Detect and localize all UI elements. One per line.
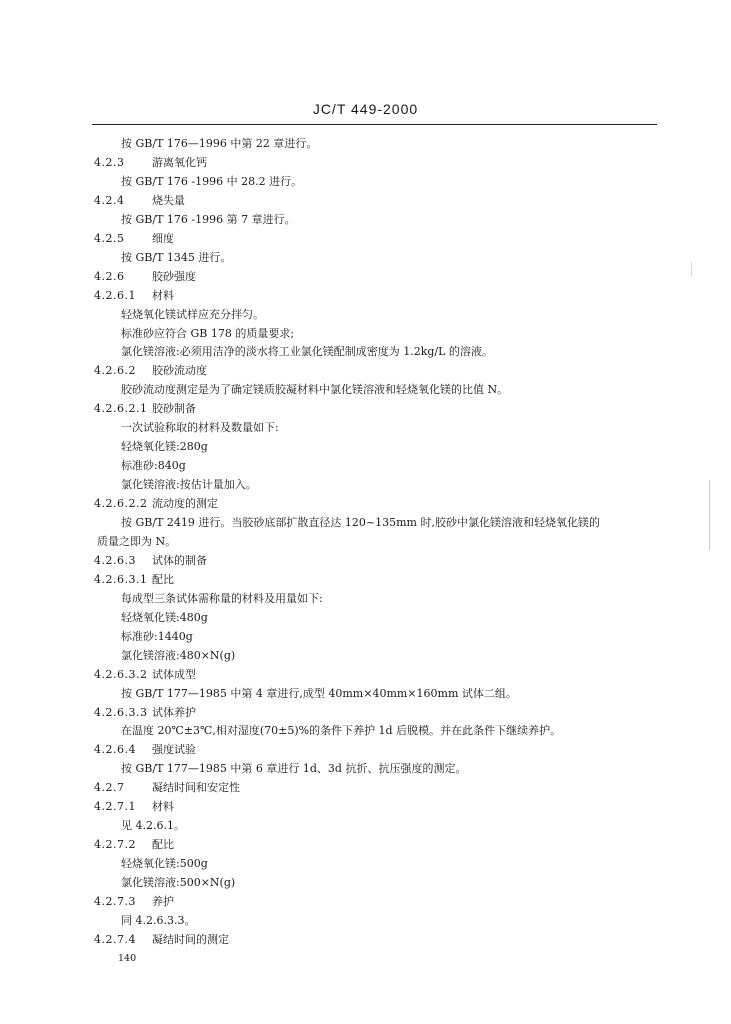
paragraph-line: 氯化镁溶液:必须用洁净的淡水将工业氯化镁配制成密度为 1.2kg/L 的溶液。: [121, 345, 493, 359]
section-number: 4.2.6: [94, 269, 125, 283]
section-number: 4.2.7.2: [94, 838, 136, 852]
section-heading: [94, 838, 174, 852]
section-number: 4.2.3: [94, 155, 125, 169]
section-title: 配比: [152, 838, 174, 852]
section-heading: [94, 402, 196, 416]
paragraph-line: 按 GB/T 176 -1996 第 7 章进行。: [121, 212, 296, 226]
section-heading: [94, 194, 185, 208]
section-heading: [94, 156, 207, 170]
section-number: 4.2.7.3: [94, 895, 136, 908]
section-number: 4.2.4: [94, 193, 125, 207]
paragraph-line: 标准砂:1440g: [121, 629, 193, 643]
section-heading: [94, 781, 240, 795]
section-number: 4.2.7.4: [94, 932, 136, 946]
page-number: 140: [118, 953, 137, 964]
section-number: 4.2.6.2.1: [94, 402, 148, 416]
section-heading: [94, 933, 229, 947]
paragraph-line: 按 GB/T 177—1985 中第 4 章进行,成型 40mm×40mm×160mm 试体二组。: [121, 686, 517, 700]
section-title: 材料: [152, 800, 174, 814]
section-heading: [94, 895, 174, 909]
paragraph-line: 按 GB/T 1345 进行。: [121, 250, 232, 264]
paragraph-line: 按 GB/T 2419 进行。当胶砂底部扩散直径达 120~135mm 时,胶砂中氯化镁溶液和轻烧氧化镁的: [121, 516, 600, 529]
section-title: 游离氧化钙: [152, 155, 207, 169]
section-number: 4.2.6.2: [94, 364, 136, 378]
paragraph-line: 氯化镁溶液:500×N(g): [121, 876, 236, 889]
section-number: 4.2.6.3.1: [94, 572, 148, 586]
section-heading: [94, 573, 174, 587]
paragraph-line: 质量之即为 N。: [97, 535, 177, 548]
section-number: 4.2.6.3.2: [94, 667, 148, 681]
section-heading: [94, 706, 196, 720]
section-title: 材料: [152, 288, 174, 302]
paragraph-line: 按 GB/T 177—1985 中第 6 章进行 1d、3d 抗折、抗压强度的测定。: [121, 762, 467, 776]
section-title: 胶砂制备: [152, 402, 196, 416]
paragraph-line: 标准砂:840g: [121, 459, 186, 473]
scan-artifact: [709, 480, 710, 550]
section-title: 凝结时间的测定: [152, 932, 229, 946]
section-heading: [94, 668, 196, 682]
section-title: 试体成型: [152, 667, 196, 681]
section-title: 胶砂强度: [152, 269, 196, 283]
section-number: 4.2.6.3: [94, 553, 136, 567]
section-heading: [94, 289, 174, 303]
section-heading: [94, 800, 174, 814]
standard-code-header: JC/T 449-2000: [312, 101, 419, 117]
section-heading: [94, 554, 207, 568]
section-heading: [94, 497, 218, 511]
section-heading: [94, 232, 174, 246]
paragraph-line: 轻烧氧化镁:500g: [121, 857, 208, 871]
paragraph-line: 见 4.2.6.1。: [121, 819, 185, 833]
section-title: 胶砂流动度: [152, 364, 207, 378]
paragraph-line: 同 4.2.6.3.3。: [121, 913, 196, 927]
paragraph-line: 在温度 20℃±3℃,相对湿度(70±5)%的条件下养护 1d 后脱模。并在此条件下继续养护。: [121, 724, 562, 738]
paragraph-line: 轻烧氧化镁:480g: [121, 610, 208, 624]
section-number: 4.2.6.4: [94, 743, 136, 757]
section-number: 4.2.6.1: [94, 288, 136, 302]
section-number: 4.2.6.3.3: [94, 705, 148, 719]
section-number: 4.2.5: [94, 231, 125, 245]
section-title: 烧失量: [152, 193, 185, 207]
section-title: 流动度的测定: [152, 497, 218, 511]
paragraph-line: 按 GB/T 176 -1996 中 28.2 进行。: [121, 174, 303, 188]
paragraph-line: 氯化镁溶液:按估计量加入。: [121, 478, 257, 492]
paragraph-line: 标准砂应符合 GB 178 的质量要求;: [121, 326, 295, 340]
section-title: 试体的制备: [152, 553, 207, 567]
scan-artifact: [691, 262, 692, 276]
paragraph-line: 胶砂流动度测定是为了确定镁质胶凝材料中氯化镁溶液和轻烧氧化镁的比值 N。: [121, 383, 509, 397]
section-heading: [94, 270, 196, 284]
paragraph-line: 每成型三条试体需称量的材料及用量如下:: [121, 591, 323, 605]
section-number: 4.2.7.1: [94, 800, 136, 814]
section-title: 配比: [152, 572, 174, 586]
header-rule: [92, 124, 657, 125]
paragraph-line: 轻烧氧化镁:280g: [121, 440, 208, 454]
section-title: 养护: [152, 895, 174, 908]
paragraph-line: 轻烧氧化镁试样应充分拌匀。: [121, 307, 264, 321]
section-number: 4.2.7: [94, 781, 125, 795]
paragraph-line: 一次试验称取的材料及数量如下:: [121, 421, 279, 435]
section-title: 细度: [152, 231, 174, 245]
section-title: 凝结时间和安定性: [152, 781, 240, 795]
section-heading: [94, 743, 196, 757]
section-heading: [94, 364, 207, 378]
paragraph-line: 氯化镁溶液:480×N(g): [121, 648, 236, 662]
section-title: 强度试验: [152, 743, 196, 757]
section-number: 4.2.6.2.2: [94, 497, 148, 511]
section-title: 试体养护: [152, 705, 196, 719]
paragraph-line: 按 GB/T 176—1996 中第 22 章进行。: [121, 137, 318, 150]
